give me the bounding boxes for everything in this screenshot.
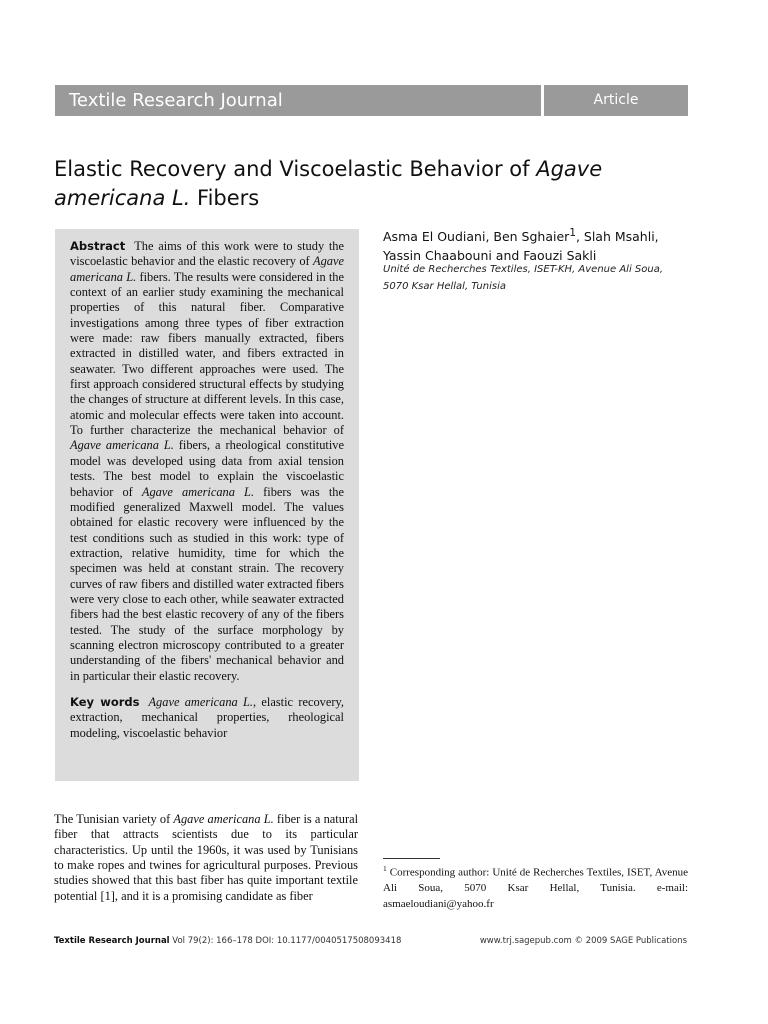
article-type-label: Article	[593, 92, 639, 108]
abstract-text-1: The aims of this work were to study the viscoelastic behavior and the elastic recovery of	[70, 239, 344, 269]
authors-line-1a: Asma El Oudiani, Ben Sghaier	[383, 229, 570, 245]
footnote-marker: 1	[383, 864, 387, 873]
abstract-label: Abstract	[70, 239, 126, 253]
journal-name: Textile Research Journal	[69, 90, 283, 111]
author-list	[383, 224, 693, 265]
keywords-text: , elastic recovery, extraction, mechanical properties, rheological modeling, viscoelastic behavior	[70, 694, 344, 740]
keywords-label: Key words	[70, 694, 140, 709]
authors-line-2: Yassin Chaabouni and Faouzi Sakli	[383, 248, 597, 264]
keywords-species: Agave americana L.	[148, 694, 254, 709]
affiliation-line-1: Unité de Recherches Textiles, ISET-KH, Avenue Ali Soua,	[383, 264, 664, 275]
author-footnote-marker: 1	[569, 227, 576, 239]
footer-citation	[54, 936, 401, 946]
footnote	[383, 861, 688, 912]
footer-journal: Textile Research Journal	[54, 936, 170, 946]
footer-publisher: www.trj.sagepub.com © 2009 SAGE Publications	[479, 936, 687, 946]
intro-text-1: The Tunisian variety of	[54, 812, 174, 826]
title-text-2: Fibers	[190, 186, 260, 210]
abstract-paragraph	[70, 239, 344, 684]
abstract-text-3: fibers, a rheological constitutive model was developed using data from axial tension tests. The best model to explain the viscoelastic behavior of	[70, 438, 344, 499]
title-species: Agave americana L.	[54, 157, 603, 210]
footnote-text: Corresponding author: Unité de Recherches Textiles, ISET, Avenue Ali Soua, 5070 Ksar Hellal, Tunisia. e-mail: asmaeloudiani@yahoo.fr	[383, 866, 689, 910]
title-text-1: Elastic Recovery and Viscoelastic Behavior of	[54, 157, 537, 181]
abstract-text-4: fibers was the modified generalized Maxwell model. The values obtained for elastic recovery were influenced by the test conditions such as studied in this work: type of extraction, relative humidity, time for which the specimen was held at constant strain. The recovery curves of raw fibers and distilled water extracted fibers were very close to each other, while seawater extracted fibers had the best elastic recovery of any of the fibers tested. The study of the surface morphology by scanning electron microscopy contributed to a greater understanding of the fibers' mechanical behavior and in particular their elastic recovery.	[70, 484, 344, 683]
affiliation-line-2: 5070 Ksar Hellal, Tunisia	[383, 281, 506, 292]
authors-line-1b: , Slah Msahli,	[575, 229, 659, 245]
affiliation	[383, 261, 693, 295]
footnote-rule	[383, 858, 440, 859]
article-type-tag	[544, 85, 688, 116]
article-title	[54, 155, 674, 213]
journal-header	[55, 85, 541, 116]
footer-volume-doi: Vol 79(2): 166–178 DOI: 10.1177/0040517508093418	[169, 936, 402, 946]
abstract-species-3: Agave americana L.	[141, 484, 255, 499]
intro-species: Agave americana L.	[173, 812, 274, 826]
abstract-text-2: fibers. The results were considered in the context of an earlier study examining the mechanical properties of this natural fiber. Comparative investigations among three types of fiber extraction were made: raw fibers manually extracted, fibers extracted in distilled water, and fibers extracted in seawater. Two different approaches were used. The first approach considered structural effects by studying the changes of structure at different levels. In this case, atomic and molecular effects were taken into account. To further characterize the mechanical behavior of	[70, 269, 344, 438]
abstract-species-2: Agave americana L.	[70, 438, 174, 453]
abstract-species-1: Agave americana L.	[70, 254, 344, 284]
intro-paragraph	[54, 812, 358, 904]
keywords-paragraph	[70, 695, 344, 741]
abstract-box	[55, 229, 359, 781]
intro-text-2: fiber is a natural fiber that attracts scientists due to its particular characteristics. Up until the 1960s, it was used by Tunisians to make ropes and twines for agricultural purposes. Previous studies showed that this bast fiber has quite important textile potential [1], and it is a promising candidate as fiber	[54, 812, 359, 903]
